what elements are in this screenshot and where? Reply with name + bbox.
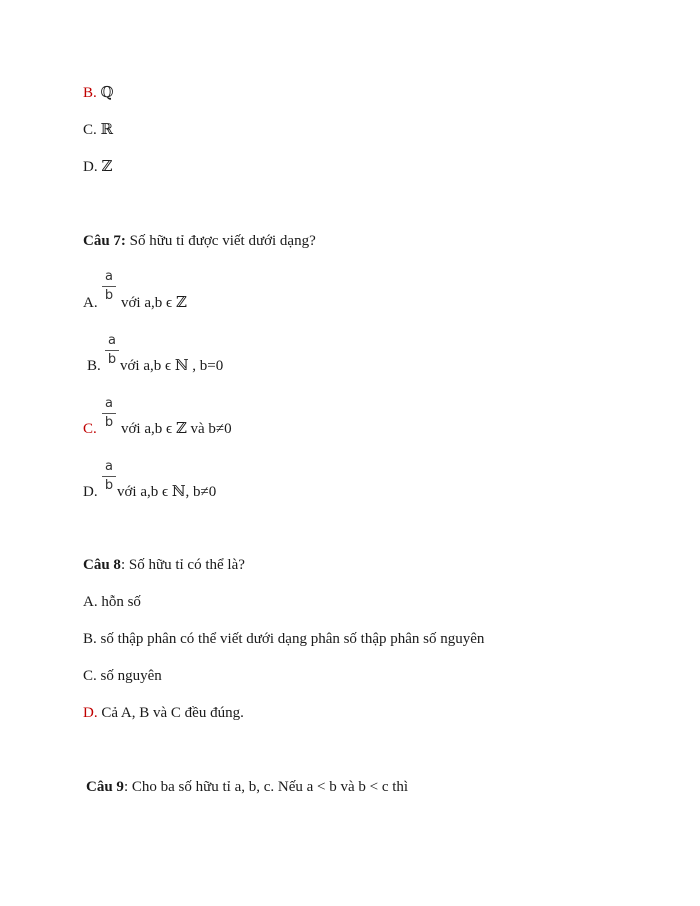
q7-option-b-text: với a,b ϵ ℕ , b=0 [120,358,224,374]
q7-option-b-letter: B. [87,358,101,374]
fraction-bar [102,413,116,414]
q7-option-c-text: với a,b ϵ ℤ và b≠0 [121,421,232,437]
q7-option-d-text: với a,b ϵ ℕ, b≠0 [117,484,217,500]
q9-text: : Cho ba số hữu tỉ a, b, c. Nếu a < b và b < c thì [123,779,409,795]
fraction-denominator: b [107,352,117,367]
q7-option-b-fraction [105,334,119,367]
q7-option-c-letter: C. [83,421,97,437]
q8-option-d [83,704,244,722]
fraction-bar [105,350,119,351]
q7-option-d-letter: D. [83,484,98,500]
fraction-numerator: a [105,459,113,474]
q8-text: : Số hữu tỉ có thể là? [120,557,245,573]
q7-option-a-fraction [102,270,116,303]
fraction-numerator: a [105,396,113,411]
q8-option-b: B. số thập phân có thể viết dưới dạng phân số thập phân số nguyên [83,631,485,647]
q7-label: Câu 7: [83,233,126,249]
q8-option-c: C. số nguyên [83,668,162,684]
q6-option-b [83,84,114,102]
q7-text: Số hữu tỉ được viết dưới dạng? [125,233,316,249]
q6-option-b-text: ℚ [96,85,114,101]
q9-label: Câu 9 [86,779,124,795]
q8-option-d-letter: D. [83,705,98,721]
fraction-bar [102,476,116,477]
q7-option-c-fraction [102,397,116,430]
q7-option-d-fraction [102,460,116,493]
q8-option-d-text: Cả A, B và C đều đúng. [97,705,244,721]
fraction-numerator: a [105,269,113,284]
q7-question [83,232,316,250]
fraction-bar [102,286,116,287]
fraction-denominator: b [104,478,114,493]
q6-option-d: D. ℤ [83,159,113,175]
fraction-denominator: b [104,288,114,303]
q8-label: Câu 8 [83,557,121,573]
fraction-denominator: b [104,415,114,430]
q7-option-a-text: với a,b ϵ ℤ [121,295,187,311]
q9-question [86,778,408,796]
q8-question [83,556,245,574]
q8-option-a: A. hỗn số [83,594,141,610]
fraction-numerator: a [108,333,116,348]
q6-option-c: C. ℝ [83,122,113,138]
q7-option-a-letter: A. [83,295,98,311]
q6-option-b-letter: B. [83,85,97,101]
